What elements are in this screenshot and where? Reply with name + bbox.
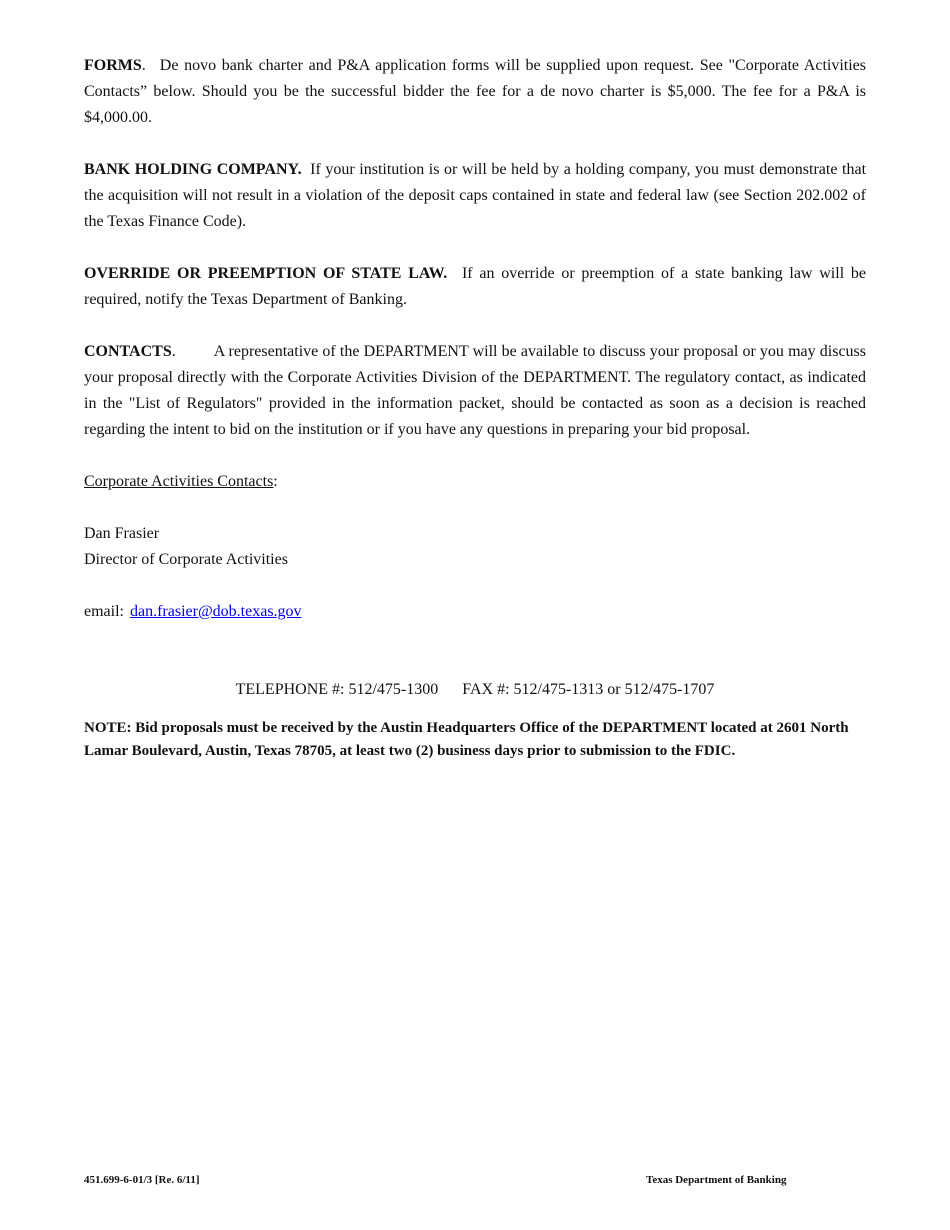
email-label: email: (84, 603, 124, 620)
corporate-contacts-title: Corporate Activities Contacts (84, 473, 274, 490)
contacts-heading-text: CONTACTS (84, 343, 172, 360)
document-page (84, 53, 866, 763)
override-body: If an override or preemption of a state banking law will be required, notify the Texas Department of Banking. (84, 265, 866, 308)
override-section (84, 261, 866, 313)
footer-organization: Texas Department of Banking (646, 1174, 787, 1186)
fax-number: FAX #: 512/475-1313 or 512/475-1707 (462, 681, 715, 698)
footer-form-number: 451.699-6-01/3 [Re. 6/11] (84, 1174, 200, 1186)
bank-holding-body: If your institution is or will be held by a holding company, you must demonstrate that the acquisition will not result in a violation of the deposit caps contained in state and federal law (see Section 202.002 of the Texas Finance Code). (84, 161, 867, 230)
contacts-heading (84, 343, 172, 360)
corporate-contacts-heading (84, 469, 866, 495)
telephone-number: TELEPHONE #: 512/475-1300 (235, 681, 439, 698)
email-link[interactable]: dan.frasier@dob.texas.gov (129, 603, 302, 620)
forms-section (84, 53, 866, 131)
submission-note: NOTE: Bid proposals must be received by the Austin Headquarters Office of the DEPARTMENT located at 2601 North Lamar Boulevard, Austin, Texas 78705, at least two (2) business days prior to submission to the FDIC. (84, 720, 849, 759)
corporate-contacts-colon: : (273, 473, 278, 490)
contacts-section (84, 339, 866, 443)
bank-holding-section (84, 157, 866, 235)
contact-name: Dan Frasier (84, 525, 160, 542)
contacts-heading-punct: . (171, 343, 176, 360)
phone-fax-line (84, 677, 866, 703)
contact-role: Director of Corporate Activities (84, 551, 288, 568)
forms-heading-punct: . (141, 57, 146, 74)
override-heading: OVERRIDE OR PREEMPTION OF STATE LAW. (84, 265, 448, 282)
contacts-body: A representative of the DEPARTMENT will be available to discuss your proposal or you may discuss your proposal directly with the Corporate Activities Division of the DEPARTMENT. The regulatory contact, as indicated in the "List of Regulators" provided in the information packet, should be contacted as soon as a decision is reached regarding the intent to bid on the institution or if you have any questions in preparing your bid proposal. (84, 343, 866, 438)
forms-body: De novo bank charter and P&A application forms will be supplied upon request. See "Corporate Activities Contacts” below. Should you be the successful bidder the fee for a de novo charter is $5,000. The fee for a P&A is $4,000.00. (84, 57, 866, 126)
contact-email-line (84, 599, 866, 625)
forms-heading (84, 57, 142, 74)
forms-heading-text: FORMS (84, 57, 142, 74)
bank-holding-heading: BANK HOLDING COMPANY. (84, 161, 302, 178)
